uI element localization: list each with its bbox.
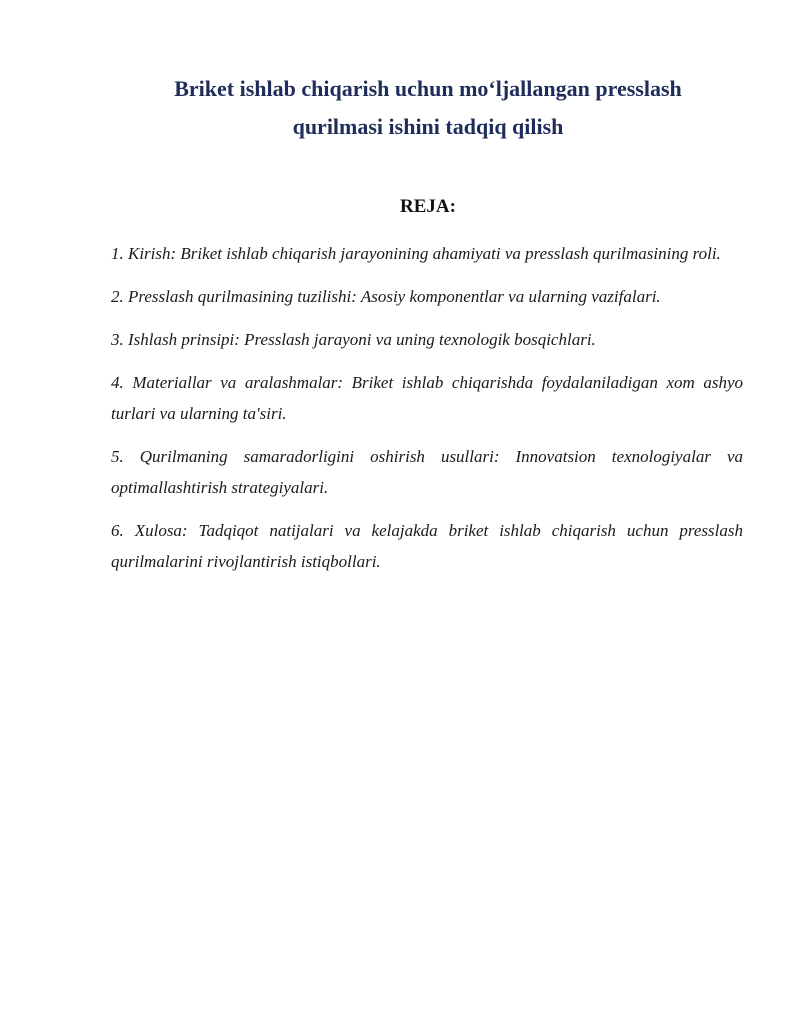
- plan-item-2: 2. Presslash qurilmasining tuzilishi: Asosiy komponentlar va ularning vazifalari.: [111, 287, 661, 306]
- document-title: [110, 70, 746, 146]
- plan-list: [111, 238, 743, 589]
- plan-item-3: 3. Ishlash prinsipi: Presslash jarayoni va uning texnologik bosqichlari.: [111, 330, 596, 349]
- plan-item-6: 6. Xulosa: Tadqiqot natijalari va kelajakda briket ishlab chiqarish uchun presslash qurilmalarini rivojlantirish istiqbollari.: [111, 521, 743, 571]
- plan-item-1: 1. Kirish: Briket ishlab chiqarish jarayonining ahamiyati va presslash qurilmasining roli.: [111, 244, 721, 263]
- title-line-1: Briket ishlab chiqarish uchun mo‘ljallangan presslash: [174, 76, 682, 101]
- plan-heading: REJA:: [400, 196, 456, 217]
- title-line-2: qurilmasi ishini tadqiq qilish: [292, 114, 564, 139]
- plan-item-5: 5. Qurilmaning samaradorligini oshirish usullari: Innovatsion texnologiyalar va optimallashtirish strategiyalari.: [111, 447, 743, 497]
- plan-item-4: 4. Materiallar va aralashmalar: Briket ishlab chiqarishda foydalaniladigan xom ashyo turlari va ularning ta'siri.: [111, 373, 743, 423]
